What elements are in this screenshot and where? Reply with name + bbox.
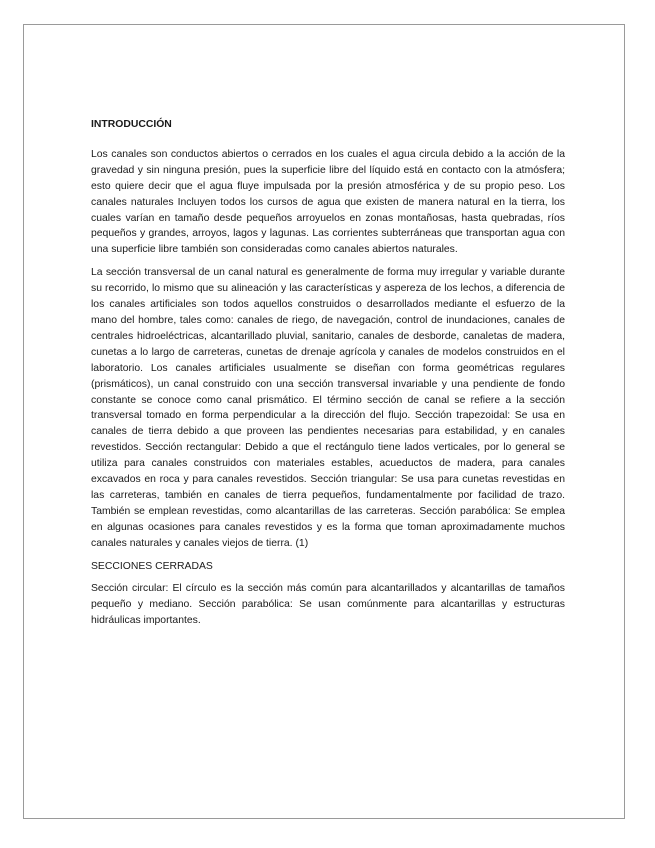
document-page xyxy=(23,24,625,819)
section-heading-introduccion: INTRODUCCIÓN xyxy=(91,119,172,130)
section-heading-secciones-cerradas: SECCIONES CERRADAS xyxy=(91,560,213,572)
paragraph-secciones-cerradas: Sección circular: El círculo es la sección más común para alcantarillados y alcantarillas de tamaños pequeño y mediano. Sección parabólica: Se usan comúnmente para alcantarillas y estructuras hidráulicas importantes. xyxy=(91,583,565,627)
paragraph-canales-definicion: Los canales son conductos abiertos o cerrados en los cuales el agua circula debido a la acción de la gravedad y sin ninguna presión, pues la superficie libre del líquido está en contacto con la atmósfera; esto quiere decir que el agua fluye impulsada por la presión atmosférica y de su propio peso. Los canales naturales Incluyen todos los cursos de agua que existen de manera natural en la tierra, los cuales varían en tamaño desde pequeños arroyuelos en zonas montañosas, hasta quebradas, ríos pequeños y grandes, arroyos, lagos y lagunas. Las corrientes subterráneas que transportan agua con una superficie libre también son consideradas como canales abiertos naturales. xyxy=(91,148,565,256)
document-body xyxy=(91,117,565,636)
paragraph-seccion-transversal: La sección transversal de un canal natural es generalmente de forma muy irregular y variable durante su recorrido, lo mismo que su alineación y las características y aspereza de los lechos, a diferencia de los canales artificiales son todos aquellos construidos o desarrollados mediante el esfuerzo de la mano del hombre, tales como: canales de riego, de navegación, control de inundaciones, canales de centrales hidroeléctricas, alcantarillado pluvial, sanitario, canales de desborde, canaletas de madera, cunetas a lo largo de carreteras, cunetas de drenaje agrícola y canales de modelos construidos en el laboratorio. Los canales artificiales usualmente se diseñan con forma geométricas regulares (prismáticos), un canal construido con una sección transversal invariable y una pendiente de fondo constante se conoce como canal prismático. El término sección de canal se refiere a la sección transversal tomado en forma perpendicular a la dirección del flujo. Sección trapezoidal: Se usa en canales de tierra debido a que proveen las pendientes necesarias para estabilidad, y en canales revestidos. Sección rectangular: Debido a que el rectángulo tiene lados verticales, por lo general se utiliza para canales construidos con materiales estables, acueductos de madera, para canales excavados en roca y para canales revestidos. Sección triangular: Se usa para cunetas revestidas en las carreteras, también en canales de tierra pequeños, fundamentalmente por facilidad de trazo. También se emplean revestidas, como alcantarillas de las carreteras. Sección parabólica: Se emplea en algunas ocasiones para canales revestidos y es la forma que toman aproximadamente muchos canales naturales y canales viejos de tierra. (1) xyxy=(91,267,565,549)
